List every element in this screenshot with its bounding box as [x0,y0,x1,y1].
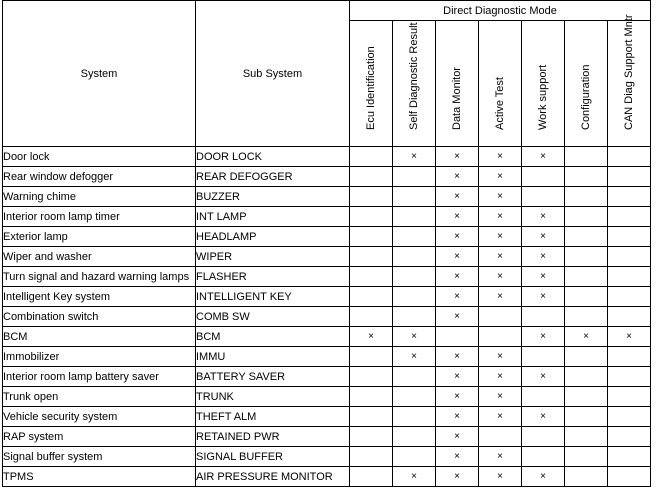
mode-support-cell: × [479,287,522,307]
diagnostic-mode-table [2,0,651,487]
mode-support-cell [608,347,651,367]
table-row [3,407,651,427]
mode-support-cell [522,167,565,187]
mode-support-cell [479,327,522,347]
mode-support-cell [350,367,393,387]
mode-support-cell [350,307,393,327]
mode-support-cell [565,367,608,387]
mode-support-cell: × [436,367,479,387]
mode-support-cell: × [436,227,479,247]
mode-support-cell [608,367,651,387]
mode-support-cell: × [522,247,565,267]
system-cell: Vehicle security system [3,407,196,427]
mode-support-cell [350,387,393,407]
mode-support-cell: × [522,207,565,227]
mode-support-cell: × [479,247,522,267]
table-row [3,427,651,447]
mode-support-cell [565,267,608,287]
header-sub-system: Sub System [196,1,350,147]
mode-support-cell [393,207,436,227]
mode-support-cell [350,347,393,367]
header-mode-self-diagnostic-result [393,21,436,147]
mode-support-cell: × [479,467,522,487]
mode-support-cell: × [522,287,565,307]
sub-system-cell: SIGNAL BUFFER [196,447,350,467]
mode-support-cell [350,147,393,167]
system-cell: TPMS [3,467,196,487]
mode-support-cell [565,287,608,307]
header-system: System [3,1,196,147]
mode-support-cell: × [479,187,522,207]
mode-support-cell: × [393,467,436,487]
mode-support-cell: × [479,447,522,467]
sub-system-cell: BCM [196,327,350,347]
mode-support-cell: × [479,387,522,407]
mode-support-cell [608,227,651,247]
mode-support-cell [393,367,436,387]
mode-support-cell: × [436,427,479,447]
mode-support-cell [350,267,393,287]
mode-support-cell: × [436,207,479,227]
sub-system-cell: HEADLAMP [196,227,350,247]
mode-support-cell [522,427,565,447]
mode-support-cell [393,447,436,467]
mode-support-cell [393,307,436,327]
table-row [3,267,651,287]
mode-support-cell [565,167,608,187]
header-mode-label: Ecu Identification [365,46,377,130]
sub-system-cell: REAR DEFOGGER [196,167,350,187]
mode-support-cell: × [436,467,479,487]
mode-support-cell [393,267,436,287]
mode-support-cell: × [479,167,522,187]
mode-support-cell [565,247,608,267]
mode-support-cell: × [436,247,479,267]
mode-support-cell: × [522,327,565,347]
header-mode-active-test [479,21,522,147]
mode-support-cell: × [479,207,522,227]
mode-support-cell: × [522,367,565,387]
mode-support-cell: × [393,327,436,347]
mode-support-cell: × [522,227,565,247]
mode-support-cell [565,147,608,167]
header-mode-work-support [522,21,565,147]
sub-system-cell: COMB SW [196,307,350,327]
system-cell: Door lock [3,147,196,167]
diagnostic-table-container [2,0,651,487]
system-cell: Rear window defogger [3,167,196,187]
mode-support-cell: × [522,407,565,427]
mode-support-cell [350,207,393,227]
system-cell: BCM [3,327,196,347]
mode-support-cell [565,187,608,207]
mode-support-cell [565,387,608,407]
header-mode-label: Data Monitor [451,67,463,130]
mode-support-cell [565,427,608,447]
mode-support-cell [393,187,436,207]
mode-support-cell [393,407,436,427]
mode-support-cell: × [436,447,479,467]
mode-support-cell [565,307,608,327]
header-mode-data-monitor [436,21,479,147]
mode-support-cell [565,207,608,227]
mode-support-cell [608,147,651,167]
system-cell: Warning chime [3,187,196,207]
table-row [3,187,651,207]
system-cell: Immobilizer [3,347,196,367]
system-cell: Exterior lamp [3,227,196,247]
mode-support-cell [608,467,651,487]
mode-support-cell [565,407,608,427]
sub-system-cell: FLASHER [196,267,350,287]
sub-system-cell: BATTERY SAVER [196,367,350,387]
mode-support-cell [479,427,522,447]
mode-support-cell: × [393,347,436,367]
mode-support-cell [608,407,651,427]
table-row [3,227,651,247]
mode-support-cell [522,447,565,467]
mode-support-cell [350,447,393,467]
system-cell: Intelligent Key system [3,287,196,307]
table-row [3,387,651,407]
mode-support-cell: × [436,387,479,407]
sub-system-cell: TRUNK [196,387,350,407]
table-row [3,367,651,387]
mode-support-cell [436,327,479,347]
mode-support-cell [608,247,651,267]
mode-support-cell [608,387,651,407]
header-mode-label: CAN Diag Support Mntr [623,14,635,130]
mode-support-cell: × [436,167,479,187]
mode-support-cell: × [522,267,565,287]
mode-support-cell: × [350,327,393,347]
sub-system-cell: INT LAMP [196,207,350,227]
header-mode-label: Work support [537,64,549,130]
sub-system-cell: DOOR LOCK [196,147,350,167]
mode-support-cell [479,307,522,327]
mode-support-cell: × [436,147,479,167]
table-row [3,447,651,467]
mode-support-cell: × [565,327,608,347]
mode-support-cell [608,447,651,467]
mode-support-cell [565,227,608,247]
table-row [3,307,651,327]
mode-support-cell: × [436,307,479,327]
header-mode-ecu-identification [350,21,393,147]
mode-support-cell: × [436,347,479,367]
header-mode-can-diag-support-mntr [608,14,651,147]
mode-support-cell: × [436,407,479,427]
system-cell: Signal buffer system [3,447,196,467]
table-body [3,147,651,487]
mode-support-cell: × [436,287,479,307]
mode-support-cell [565,447,608,467]
mode-support-cell: × [436,187,479,207]
mode-support-cell [350,187,393,207]
mode-support-cell [608,287,651,307]
mode-support-cell [393,167,436,187]
system-cell: Interior room lamp battery saver [3,367,196,387]
mode-support-cell [350,227,393,247]
mode-support-cell [393,427,436,447]
mode-support-cell [393,287,436,307]
mode-support-cell [350,467,393,487]
sub-system-cell: INTELLIGENT KEY [196,287,350,307]
mode-support-cell [522,307,565,327]
mode-support-cell [522,347,565,367]
mode-support-cell: × [479,407,522,427]
sub-system-cell: WIPER [196,247,350,267]
mode-support-cell [608,167,651,187]
mode-support-cell: × [522,467,565,487]
mode-support-cell [608,267,651,287]
table-row [3,327,651,347]
header-mode-label: Active Test [494,77,506,130]
mode-support-cell: × [522,147,565,167]
table-row [3,287,651,307]
mode-support-cell [522,187,565,207]
mode-support-cell: × [393,147,436,167]
header-mode-label: Self Diagnostic Result [408,22,420,130]
sub-system-cell: IMMU [196,347,350,367]
system-cell: Trunk open [3,387,196,407]
mode-support-cell [522,387,565,407]
table-row [3,247,651,267]
mode-support-cell [350,287,393,307]
system-cell: Interior room lamp timer [3,207,196,227]
header-mode-label: Configuration [580,64,592,130]
mode-support-cell: × [479,347,522,367]
mode-support-cell [350,407,393,427]
system-cell: RAP system [3,427,196,447]
mode-support-cell [608,307,651,327]
mode-support-cell [565,467,608,487]
mode-support-cell [565,347,608,367]
mode-support-cell [393,247,436,267]
mode-support-cell: × [479,227,522,247]
system-cell: Combination switch [3,307,196,327]
mode-support-cell [393,227,436,247]
mode-support-cell [350,167,393,187]
sub-system-cell: THEFT ALM [196,407,350,427]
header-mode-configuration [565,21,608,147]
mode-support-cell [350,247,393,267]
header-direct-diagnostic-mode: Direct Diagnostic Mode [350,1,651,21]
sub-system-cell: BUZZER [196,187,350,207]
table-row [3,147,651,167]
mode-support-cell [608,207,651,227]
mode-support-cell: × [479,367,522,387]
mode-support-cell: × [436,267,479,287]
table-row [3,207,651,227]
mode-support-cell: × [479,147,522,167]
system-cell: Wiper and washer [3,247,196,267]
mode-support-cell: × [479,267,522,287]
mode-support-cell: × [608,327,651,347]
table-row [3,347,651,367]
system-cell: Turn signal and hazard warning lamps [3,267,196,287]
mode-support-cell [608,187,651,207]
table-row [3,167,651,187]
mode-support-cell [393,387,436,407]
table-row [3,467,651,487]
sub-system-cell: AIR PRESSURE MONITOR [196,467,350,487]
sub-system-cell: RETAINED PWR [196,427,350,447]
mode-support-cell [608,427,651,447]
mode-support-cell [350,427,393,447]
